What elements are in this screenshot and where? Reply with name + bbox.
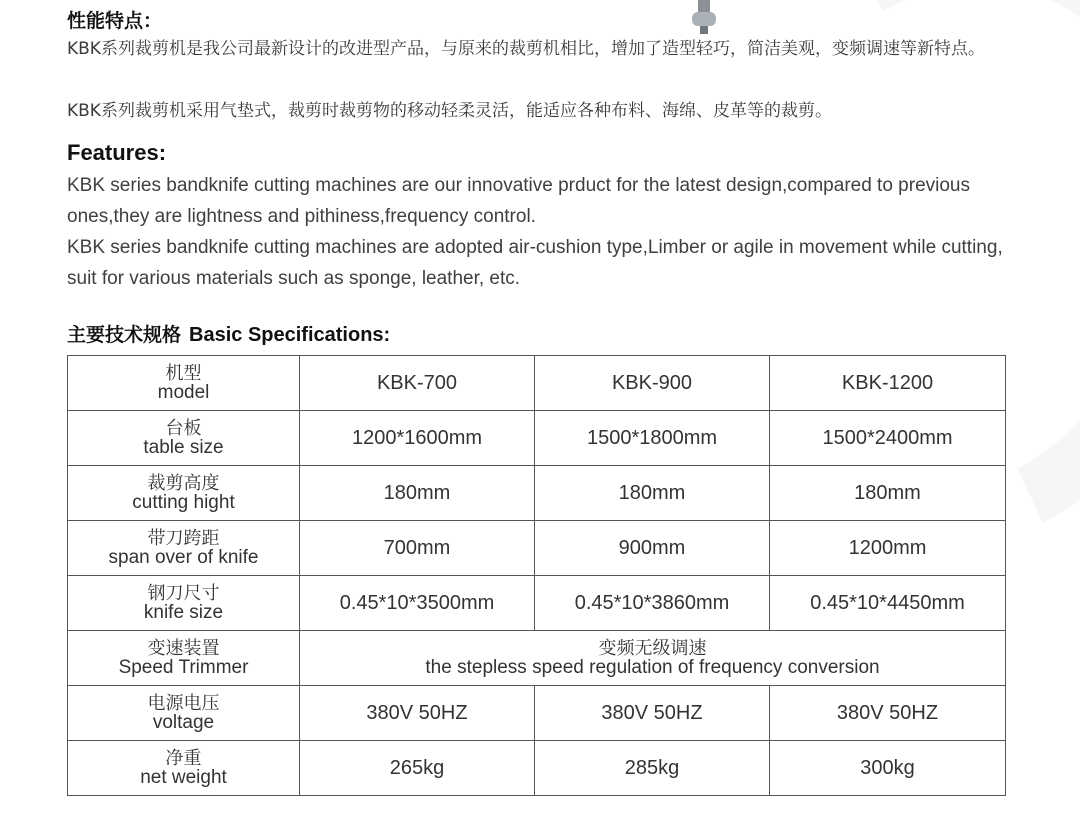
row-label-en: cutting hight [132,492,235,513]
table-cell: 285kg [535,741,770,796]
row-label-en: voltage [152,712,215,733]
row-label [68,576,300,631]
table-cell: 0.45*10*3500mm [300,576,535,631]
zh-features-title: 性能特点： [67,10,163,32]
row-label-en: span over of knife [108,547,259,568]
row-label-en: model [157,382,210,403]
row-label [68,466,300,521]
row-label [68,356,300,411]
table-cell: 300kg [770,741,1006,796]
table-cell: 380V 50HZ [300,686,535,741]
row-label [68,686,300,741]
table-row [68,466,1006,521]
features-paragraph-1: KBK series bandknife cutting machines are our innovative prduct for the latest design,compared to previous ones,they are lightness and pithiness,frequency control. [67,175,971,227]
machine-part-image [690,0,718,34]
row-label-zh: 带刀跨距 [147,528,220,549]
table-cell: 1500*2400mm [770,411,1006,466]
merged-cell [300,631,1006,686]
row-label [68,521,300,576]
table-cell: 1500*1800mm [535,411,770,466]
table-cell: KBK-700 [300,356,535,411]
row-label-zh: 裁剪高度 [147,473,220,494]
zh-features-paragraph-2: KBK系列裁剪机采用气垫式，裁剪时裁剪物的移动轻柔灵活，能适应各种布料、海绵、皮革等的裁剪。 [67,101,832,121]
spec-table [67,355,1006,796]
table-row [68,741,1006,796]
table-row [68,576,1006,631]
row-label-zh: 电源电压 [147,693,220,714]
table-row [68,356,1006,411]
table-cell: KBK-1200 [770,356,1006,411]
table-cell: 380V 50HZ [770,686,1006,741]
row-label-zh: 钢刀尺寸 [147,583,220,604]
table-cell: 1200mm [770,521,1006,576]
table-cell: 900mm [535,521,770,576]
table-row [68,411,1006,466]
row-label [68,411,300,466]
row-label [68,741,300,796]
row-label-zh: 净重 [165,748,202,769]
row-label-en: Speed Trimmer [118,657,249,678]
table-cell: 0.45*10*3860mm [535,576,770,631]
table-row [68,521,1006,576]
table-cell: 380V 50HZ [535,686,770,741]
table-cell: 0.45*10*4450mm [770,576,1006,631]
row-label-zh: 变速装置 [147,638,220,659]
zh-features-paragraph-1: KBK系列裁剪机是我公司最新设计的改进型产品，与原来的裁剪机相比，增加了造型轻巧，简洁美观，变频调速等新特点。 [67,39,985,59]
features-paragraph-2: KBK series bandknife cutting machines are adopted air-cushion type,Limber or agile in movement while cutting, suit for various materials such as sponge, leather, etc. [67,237,1003,289]
table-cell: 180mm [770,466,1006,521]
merged-cell-en: the stepless speed regulation of frequency conversion [425,657,880,678]
table-cell: KBK-900 [535,356,770,411]
row-label-zh: 台板 [165,418,202,439]
row-label-en: net weight [140,767,227,788]
row-label [68,631,300,686]
merged-cell-zh: 变频无级调速 [598,638,707,659]
spec-title-zh: 主要技术规格 [67,324,182,346]
row-label-en: table size [143,437,224,458]
table-row [68,686,1006,741]
table-cell: 1200*1600mm [300,411,535,466]
table-row [68,631,1006,686]
spec-title [67,320,390,347]
table-cell: 265kg [300,741,535,796]
features-title: Features: [67,140,167,165]
table-cell: 180mm [300,466,535,521]
row-label-zh: 机型 [165,363,202,384]
table-cell: 700mm [300,521,535,576]
table-cell: 180mm [535,466,770,521]
row-label-en: knife size [143,602,224,623]
spec-title-en: Basic Specifications: [189,324,391,346]
